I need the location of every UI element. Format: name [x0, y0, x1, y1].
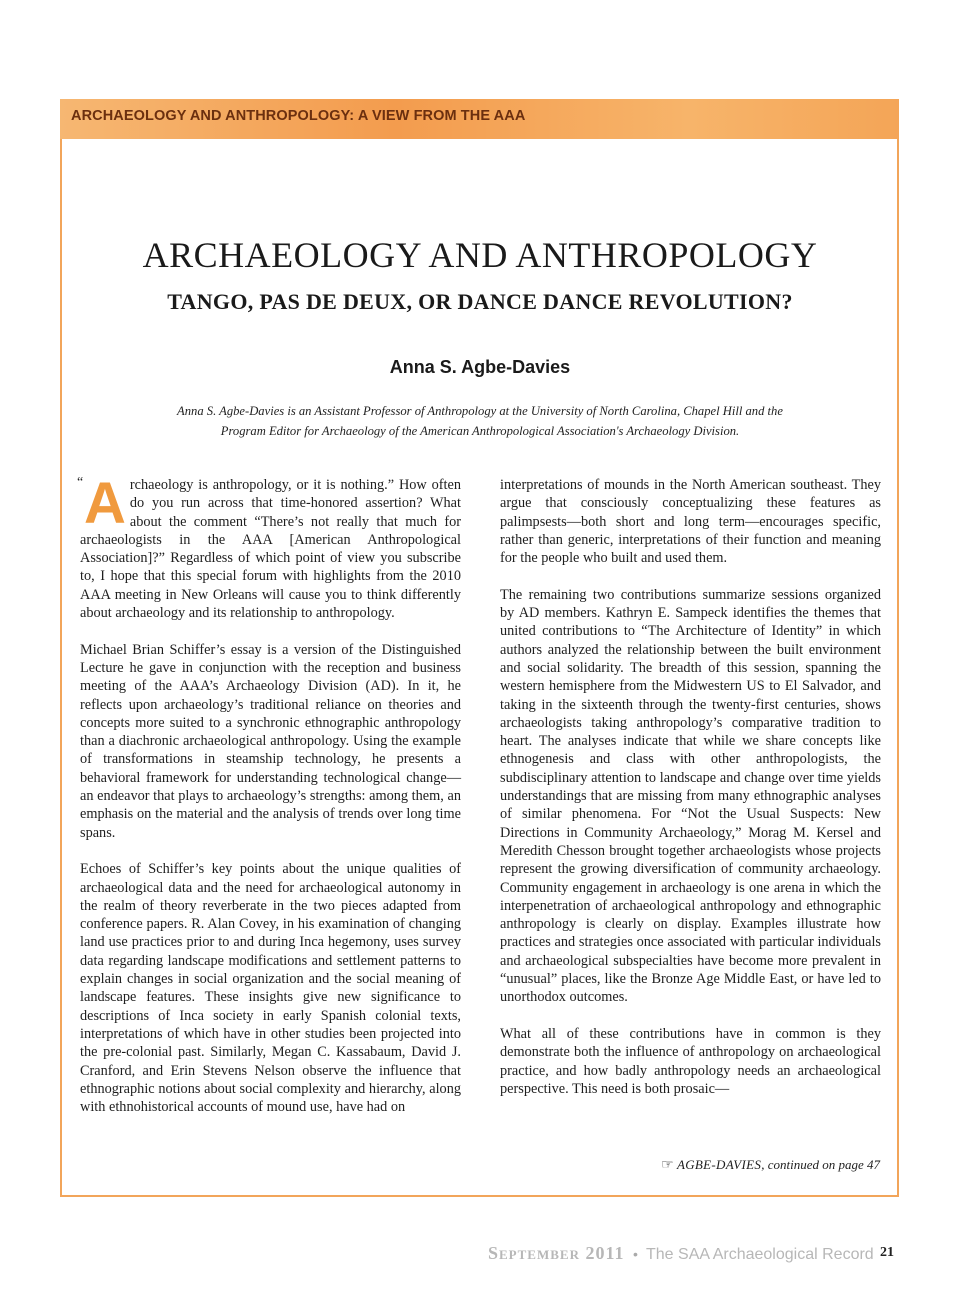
paragraph-intro-text: rchaeology is anthropology, or it is nothing.” How often do you run across that time-honored assertion? What about the comment “There’s not really that much for archaeologists in the AAA [American Anthropological Association]?” Regardless of which point of view you subscribe to, I hope that this special forum with highlights from the 2010 AAA meeting in New Orleans will cause you to think differently about archaeology and its relationship to anthropology. [80, 477, 461, 622]
author-bio [150, 401, 810, 441]
paragraph-intro [77, 471, 461, 622]
paragraph-echoes: Echoes of Schiffer’s key points about the unique qualities of archaeological data and the need for archaeological autonomy in the realm of theory reverberate in the two pieces adapted from conference papers. R. Alan Covey, in his examination of changing land use practices prior to and during Inca hegemony, uses survey data regarding landscape modifications and settlement patterns to explain changes in social organization and the social meaning of landscape features. These insights give new significance to descriptions of Inca society in early Spanish colonial texts, interpretations of which have in other studies been projected into the pre-colonial past. Similarly, Megan C. Kassabaum, David J. Cranford, and Erin Stevens Nelson observe the influence that ethnographic notions about social complexity and hierarchy, along with ethnohistorical accounts of mound use, have had on [80, 861, 461, 1116]
section-banner [60, 99, 899, 139]
article-title: ARCHAEOLOGY AND ANTHROPOLOGY [142, 235, 818, 275]
author-bio-line1: Anna S. Agbe-Davies is an Assistant Professor of Anthropology at the University of North Carolina, Chapel Hill and the [177, 404, 783, 418]
continued-author: AGBE-DAVIES [676, 1157, 762, 1172]
author-bio-line2: Program Editor for Archaeology of the American Anthropological Association's Archaeology Division. [220, 424, 740, 438]
footer-journal: The SAA Archaeological Record [646, 1246, 874, 1263]
paragraph-mounds: interpretations of mounds in the North American southeast. They argue that consciously conceptualizing these features as palimpsests—both short and long term—encourages specific, rather than generic, interpretations of their function and meaning for the people who built and used them. [500, 477, 881, 567]
left-column [77, 471, 461, 1135]
article-subtitle: TANGO, PAS DE DEUX, OR DANCE DANCE REVOLUTION? [167, 289, 793, 314]
paragraph-sessions: The remaining two contributions summarize sessions organized by AD members. Kathryn E. Sampeck identifies the themes that united contributions to “The Architecture of Identity” in which authors analyzed the relationship between the built environment and social solidarity. The breadth of this session, spanning the western hemisphere from the Midwestern US to El Salvador, and taking in the sixteenth through the twenty-first centuries, shows archaeologists taking anthropology’s comparative tradition to heart. The analyses indicate that while we share concepts like ethnogenesis and class with other anthropologists, the subdisciplinary attention to landscape and change over time yields understandings that are missing from many ethnographic analyses of similar phenomena. For “Not the Usual Suspects: New Directions in Community Archaeology,” Morag M. Kersel and Meredith Chesson brought together archaeologists whose projects represent the growing diversification of community archaeology. Community engagement in archaeology is one arena in which the interpenetration of archaeological anthropology and ethnographic anthropology is clearly on display. Examples illustrate how practices and strategies once associated with particular individuals and archaeological subspecialties have become more prevalent in “unusual” places, like the Bronze Age Middle East, or have led to unorthodox outcomes. [500, 586, 881, 1006]
continued-text: , continued on page 47 [761, 1157, 880, 1172]
opening-quote: “ [77, 475, 84, 490]
author-name: Anna S. Agbe-Davies [389, 357, 571, 377]
page-footer [488, 1243, 874, 1264]
pointing-hand-icon: ☞ [661, 1158, 674, 1173]
paragraph-schiffer: Michael Brian Schiffer’s essay is a version of the Distinguished Lecture he gave in conjunction with the reception and business meeting of the AAA’s Archaeology Division (AD). In it, he reflects upon archaeology’s traditional reliance on theories and concepts more suited to a synchronic ethnographic anthropology than a diachronic archaeological anthropology. Using the example of transformations in steamship technology, he presents a behavioral framework for understanding technological change—an endeavor that plays to archaeology’s strengths: among them, an emphasis on the material and the analysis of trends over long time spans. [80, 641, 461, 841]
footer-issue-date: September 2011 [488, 1243, 625, 1263]
paragraph-common: What all of these contributions have in common is they demonstrate both the influence of anthropology on archaeological practice, and how badly anthropology needs an archaeological perspective. This need is both prosaic— [500, 1025, 881, 1097]
footer-bullet: • [632, 1246, 638, 1262]
continued-note[interactable] [500, 1157, 880, 1174]
drop-cap: A [84, 471, 126, 536]
right-column [500, 476, 881, 1116]
page-number: 21 [880, 1245, 894, 1260]
banner-title: ARCHAEOLOGY AND ANTHROPOLOGY: A VIEW FROM THE AAA [71, 108, 526, 124]
